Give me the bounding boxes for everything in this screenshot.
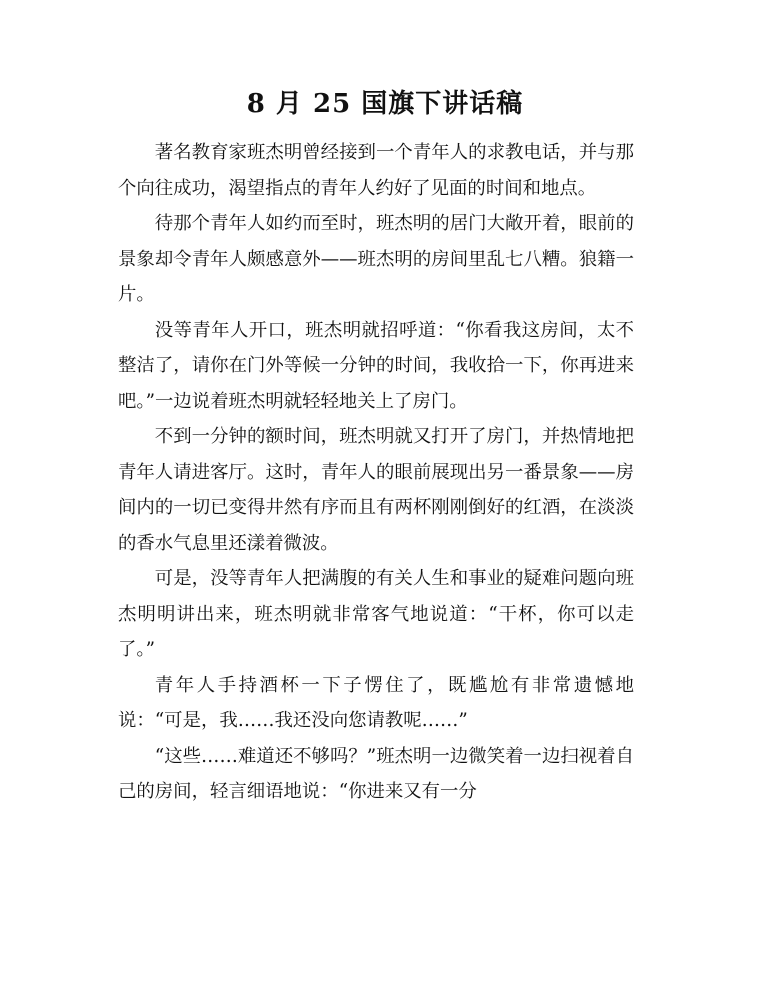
document-body <box>118 135 634 810</box>
document-title: 8 月 25 国旗下讲话稿 <box>246 89 524 119</box>
paragraph: 待那个青年人如约而至时，班杰明的居门大敞开着，眼前的景象却令青年人颇感意外——班杰明的房间里乱七八糟。狼籍一片。 <box>118 213 634 305</box>
paragraph: 没等青年人开口，班杰明就招呼道：“你看我这房间，太不整洁了，请你在门外等候一分钟的时间，我收拾一下，你再进来吧。”一边说着班杰明就轻轻地关上了房门。 <box>118 319 634 412</box>
paragraph: 可是，没等青年人把满腹的有关人生和事业的疑难问题向班杰明明讲出来，班杰明就非常客气地说道：“干杯，你可以走了。” <box>118 568 634 660</box>
paragraph: 青年人手持酒杯一下子愣住了，既尴尬有非常遗憾地说：“可是，我……我还没向您请教呢……” <box>118 674 634 731</box>
paragraph: “这些……难道还不够吗？”班杰明一边微笑着一边扫视着自己的房间，轻言细语地说：“你进来又有一分 <box>118 745 634 802</box>
paragraph: 著名教育家班杰明曾经接到一个青年人的求教电话，并与那个向往成功，渴望指点的青年人约好了见面的时间和地点。 <box>118 142 634 199</box>
paragraph: 不到一分钟的额时间，班杰明就又打开了房门，并热情地把青年人请进客厅。这时，青年人的眼前展现出另一番景象——房间内的一切已变得井然有序而且有两杯刚刚倒好的红酒，在淡淡的香水气息里还漾着微波。 <box>118 426 634 554</box>
